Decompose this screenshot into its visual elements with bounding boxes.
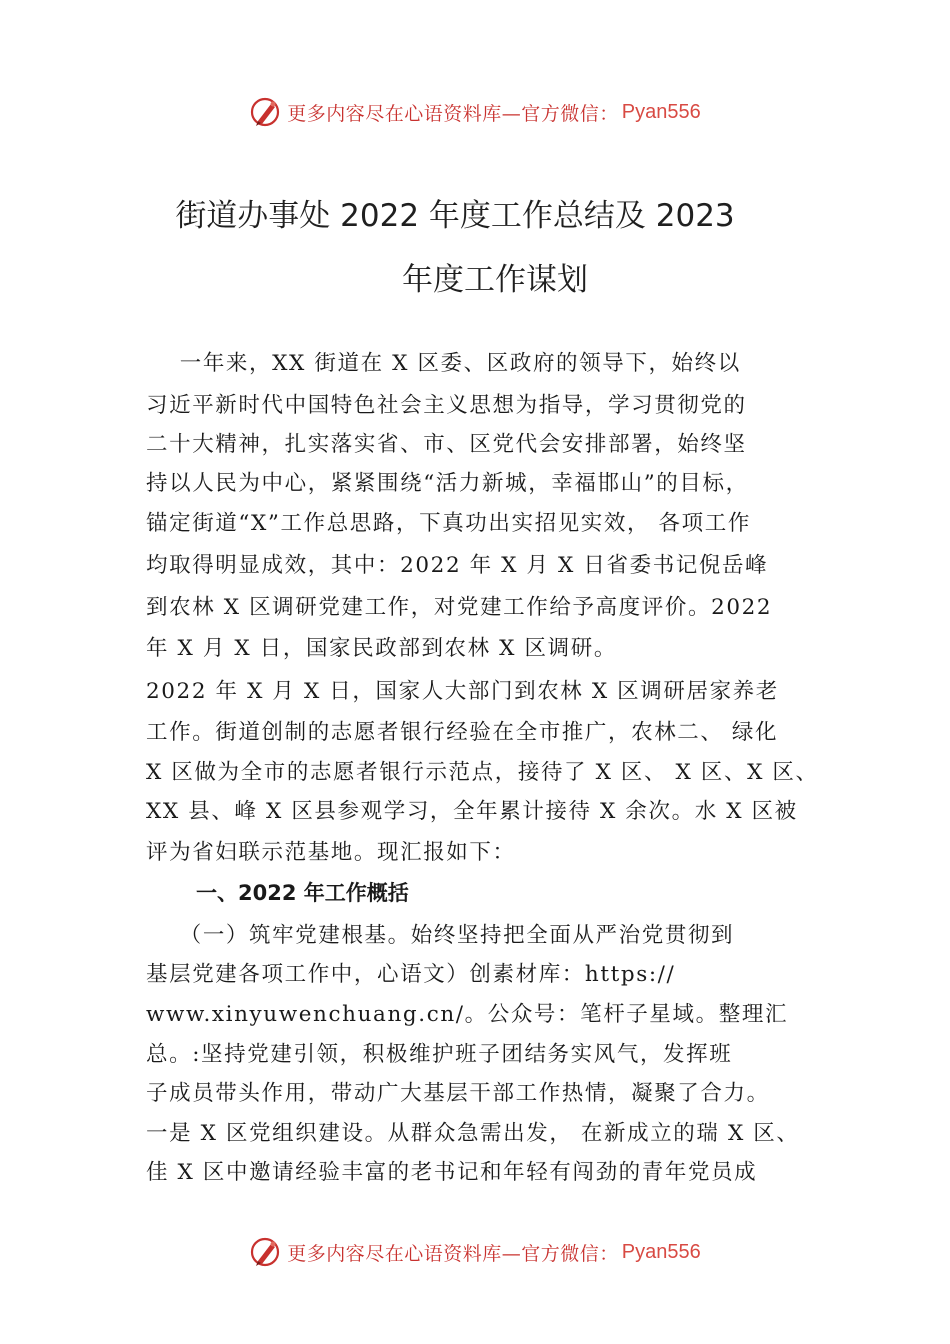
wechat-id: Pyan556: [621, 100, 701, 123]
text-line: 持以人民为中心，紧紧围绕“活力新城，幸福邯山”的目标，: [146, 471, 749, 496]
document-title-line-2: 年度工作谋划: [402, 262, 588, 298]
text-line: 到农林 X 区调研党建工作，对党建工作给予高度评价。2022: [146, 595, 773, 620]
text-line: 基层党建各项工作中，心语文）创素材库：https://: [146, 962, 676, 987]
text-line: XX 县、峰 X 区县参观学习，全年累计接待 X 余次。水 X 区被: [146, 799, 798, 824]
pen-logo-icon: [249, 95, 283, 129]
text-line: 工作。街道创制的志愿者银行经验在全市推广，农林二、 绿化: [146, 720, 779, 745]
text-line: （一）筑牢党建根基。始终坚持把全面从严治党贯彻到: [146, 923, 735, 948]
text-line: 一是 X 区党组织建设。从群众急需出发， 在新成立的瑞 X 区、: [146, 1121, 800, 1146]
section-heading: 一、2022 年工作概括: [196, 881, 409, 905]
text-line: 评为省妇联示范基地。现汇报如下：: [146, 840, 516, 865]
document-title-line-1: 街道办事处 2022 年度工作总结及 2023: [175, 198, 735, 234]
text-line: www.xinyuwenchuang.cn/。公众号：笔杆子星域。整理汇: [146, 1002, 789, 1027]
text-line: 总。:坚持党建引领，积极维护班子团结务实风气，发挥班: [146, 1042, 733, 1067]
banner-text: 更多内容尽在心语资料库—官方微信：: [287, 1242, 619, 1265]
text-line: 佳 X 区中邀请经验丰富的老书记和年轻有闯劲的青年党员成: [146, 1160, 758, 1185]
banner-text: 更多内容尽在心语资料库—官方微信：: [287, 102, 619, 125]
text-line: 习近平新时代中国特色社会主义思想为指导，学习贯彻党的: [146, 393, 747, 418]
text-line: 锚定街道“X”工作总思路，下真功出实招见实效， 各项工作: [146, 511, 751, 536]
text-line: 二十大精神，扎实落实省、市、区党代会安排部署，始终坚: [146, 432, 747, 457]
text-line: 年 X 月 X 日，国家民政部到农林 X 区调研。: [146, 636, 617, 661]
wechat-id: Pyan556: [621, 1240, 701, 1263]
pen-logo-icon: [249, 1235, 283, 1269]
text-line: 均取得明显成效，其中：2022 年 X 月 X 日省委书记倪岳峰: [146, 553, 769, 578]
text-line: 2022 年 X 月 X 日，国家人大部门到农林 X 区调研居家养老: [146, 679, 779, 704]
text-line: 一年来，XX 街道在 X 区委、区政府的领导下，始终以: [146, 351, 741, 376]
text-line: 子成员带头作用，带动广大基层干部工作热情，凝聚了合力。: [146, 1081, 770, 1106]
header-banner: [0, 92, 950, 132]
text-line: X 区做为全市的志愿者银行示范点，接待了 X 区、 X 区、X 区、: [146, 760, 819, 785]
footer-banner: [0, 1232, 950, 1272]
